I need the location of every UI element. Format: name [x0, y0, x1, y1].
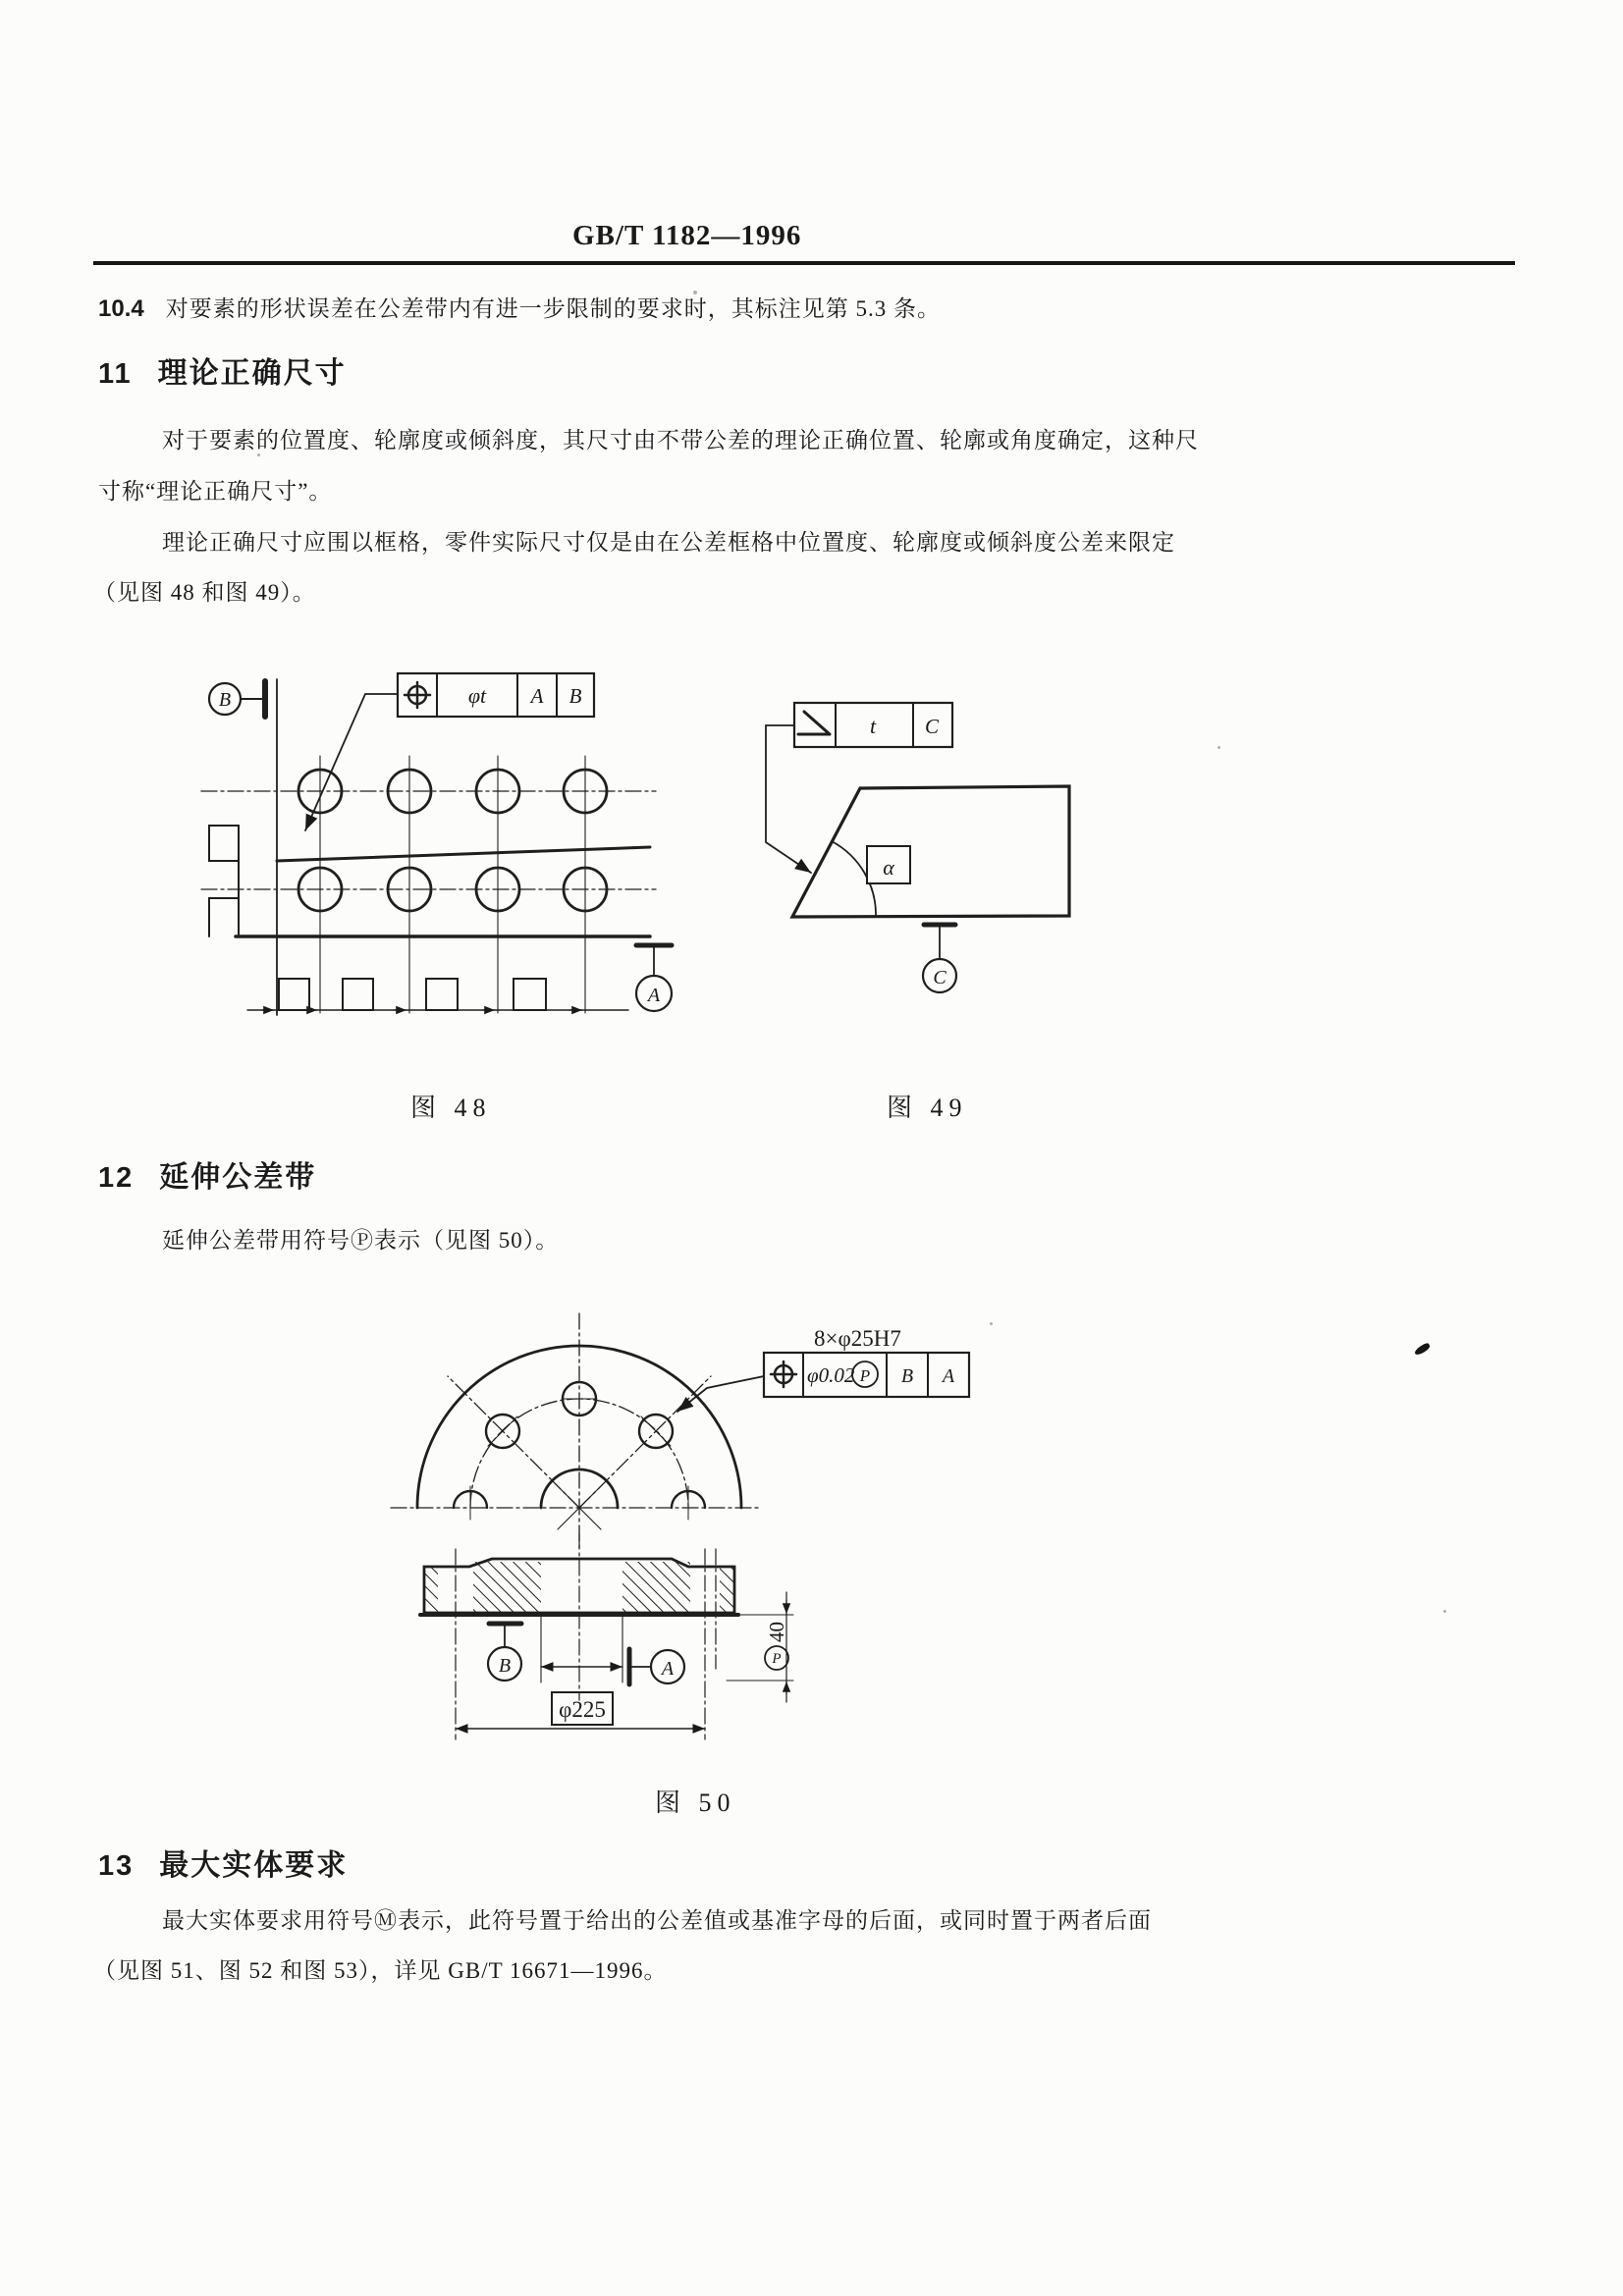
figure-50-caption: 图 50 [655, 1789, 736, 1817]
fcf-datum-2: A [942, 1365, 955, 1387]
header-rule [93, 261, 1515, 265]
clause-10-4 [98, 297, 941, 321]
hatch-region [425, 1568, 438, 1613]
fcf-modifier: P [859, 1366, 871, 1385]
leader-line [305, 694, 398, 830]
section-13-heading [98, 1851, 348, 1881]
projection-value: 40 [765, 1622, 788, 1642]
scan-speck [1217, 746, 1220, 749]
boxed-dimension [514, 979, 546, 1010]
datum-label-b: B [218, 689, 232, 711]
datum-label-c: C [933, 967, 947, 988]
figure-49-drawing [741, 643, 1183, 1045]
part-outline [792, 786, 1069, 917]
projection-symbol-letter: P [772, 1651, 782, 1667]
fcf-datum-1: B [900, 1365, 914, 1387]
datum-label-a: A [647, 985, 661, 1006]
boxed-dimension [279, 979, 309, 1010]
scan-speck [990, 1322, 993, 1325]
boxed-dimension [343, 979, 373, 1010]
figure-50-drawing [363, 1306, 982, 1836]
paragraph-line: 理论正确尺寸应围以框格，零件实际尺寸仅是由在公差框格中位置度、轮廓度或倾斜度公差来限定 [162, 530, 1175, 555]
fcf-tolerance: φ0.02 [807, 1363, 855, 1387]
scan-speck [257, 454, 260, 456]
hatch-region [473, 1562, 541, 1613]
fcf-datum-1: C [924, 715, 940, 738]
section-11-title: 理论正确尺寸 [157, 357, 347, 390]
boxed-dimension [426, 979, 458, 1010]
hatch-region [622, 1562, 690, 1613]
paragraph-line: 最大实体要求用符号Ⓜ表示，此符号置于给出的公差值或基准字母的后面，或同时置于两者后面 [162, 1908, 1152, 1933]
paragraph-line: （见图 51、图 52 和图 53），详见 GB/T 16671—1996。 [93, 1958, 668, 1983]
section-12-number: 12 [98, 1162, 135, 1194]
figure-48-drawing [191, 643, 682, 1045]
fcf-datum-1: A [530, 684, 544, 708]
fcf-tolerance: φt [467, 683, 487, 708]
section-12-title: 延伸公差带 [159, 1161, 317, 1194]
figure-48-caption: 图 48 [410, 1094, 492, 1122]
section-12-heading [98, 1163, 316, 1193]
datum-label-a: A [661, 1658, 675, 1680]
datum-label-b: B [498, 1655, 512, 1677]
pen-mark-artifact [1413, 1342, 1431, 1357]
leader-line [677, 1376, 764, 1412]
fcf-datum-2: B [568, 684, 582, 708]
scan-speck [1443, 1610, 1446, 1613]
angularity-symbol-icon [798, 712, 830, 734]
fcf-tolerance: t [869, 714, 877, 738]
diameter-dimension: φ225 [559, 1697, 606, 1722]
plate-top-edge [277, 847, 650, 861]
plate-tab [209, 898, 239, 936]
clause-text: 对要素的形状误差在公差带内有进一步限制的要求时，其标注见第 5.3 条。 [165, 296, 941, 321]
position-symbol-icon [771, 1362, 796, 1387]
figure-49-caption: 图 49 [887, 1094, 968, 1122]
paragraph-line: 对于要素的位置度、轮廓度或倾斜度，其尺寸由不带公差的理论正确位置、轮廓或角度确定，这种尺 [162, 428, 1199, 453]
plate-tab [209, 826, 239, 861]
scan-speck [693, 291, 697, 294]
position-symbol-icon [405, 682, 430, 708]
paragraph-line: （见图 48 和图 49）。 [93, 580, 316, 605]
angle-label: α [883, 855, 894, 880]
section-11-heading [98, 359, 347, 389]
section-13-title: 最大实体要求 [159, 1849, 349, 1882]
standard-number-header: GB/T 1182—1996 [572, 220, 802, 251]
section-11-number: 11 [98, 358, 133, 390]
holes-note: 8×φ25H7 [814, 1326, 901, 1351]
hatch-region [720, 1568, 733, 1613]
paragraph-line: 寸称“理论正确尺寸”。 [98, 479, 333, 504]
clause-number: 10.4 [98, 295, 144, 322]
section-13-number: 13 [98, 1850, 135, 1882]
paragraph-line: 延伸公差带用符号Ⓟ表示（见图 50）。 [162, 1228, 560, 1253]
